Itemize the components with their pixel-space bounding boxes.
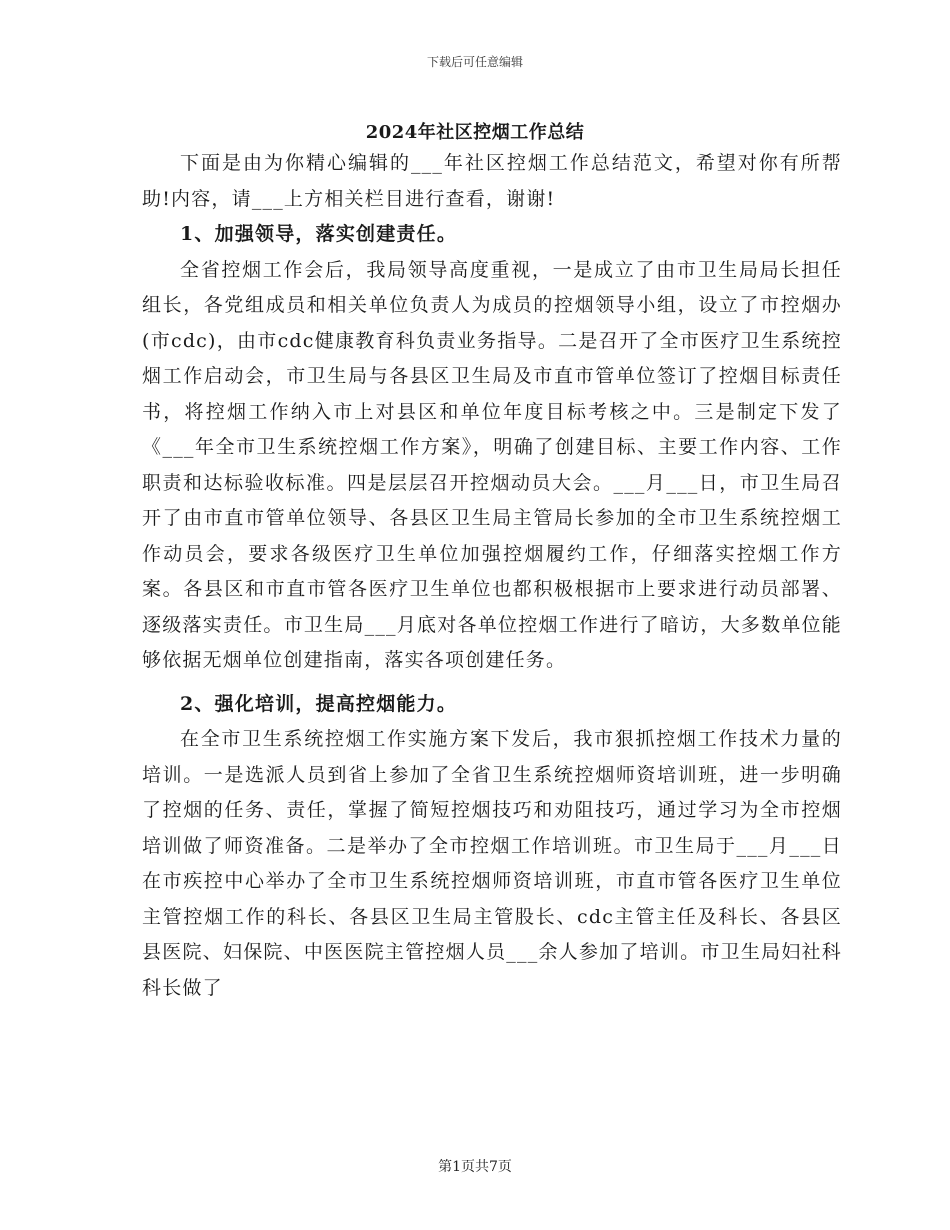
page-number: 第1页共7页	[438, 1159, 512, 1175]
section-1-paragraph: 全省控烟工作会后，我局领导高度重视，一是成立了由市卫生局局长担任组长，各党组成员和相关单位负责人为成员的控烟领导小组，设立了市控烟办(市cdc)，由市cdc健康教育科负责业务指导。二是召开了全市医疗卫生系统控烟工作启动会，市卫生局与各县区卫生局及市直市管单位签订了控烟目标责任书，将控烟工作纳入市上对县区和单位年度目标考核之中。三是制定下发了《___年全市卫生系统控烟工作方案》，明确了创建目标、主要工作内容、工作职责和达标验收标准。四是层层召开控烟动员大会。___月___日，市卫生局召开了由市直市管单位领导、各县区卫生局主管局长参加的全市卫生系统控烟工作动员会，要求各级医疗卫生单位加强控烟履约工作，仔细落实控烟工作方案。各县区和市直市管各医疗卫生单位也都积极根据市上要求进行动员部署、逐级落实责任。市卫生局___月底对各单位控烟工作进行了暗访，大多数单位能够依据无烟单位创建指南，落实各项创建任务。	[142, 258, 842, 671]
section-2-paragraph: 在全市卫生系统控烟工作实施方案下发后，我市狠抓控烟工作技术力量的培训。一是选派人员到省上参加了全省卫生系统控烟师资培训班，进一步明确了控烟的任务、责任，掌握了简短控烟技巧和劝阻技巧，通过学习为全市控烟培训做了师资准备。二是举办了全市控烟工作培训班。市卫生局于___月___日在市疾控中心举办了全市卫生系统控烟师资培训班，市直市管各医疗卫生单位主管控烟工作的科长、各县区卫生局主管股长、cdc主管主任及科长、各县区县医院、妇保院、中医医院主管控烟人员___余人参加了培训。市卫生局妇社科科长做了	[142, 728, 842, 999]
document-body	[142, 146, 842, 1006]
section-heading-1: 1、加强领导，落实创建责任。	[180, 223, 458, 245]
intro-paragraph: 下面是由为你精心编辑的___年社区控烟工作总结范文，希望对你有所帮助!内容，请___上方相关栏目进行查看，谢谢!	[142, 152, 842, 210]
page-header-note: 下载后可任意编辑	[426, 55, 523, 69]
document-title: 2024年社区控烟工作总结	[365, 122, 585, 143]
section-heading-2: 2、强化培训，提高控烟能力。	[180, 692, 458, 715]
